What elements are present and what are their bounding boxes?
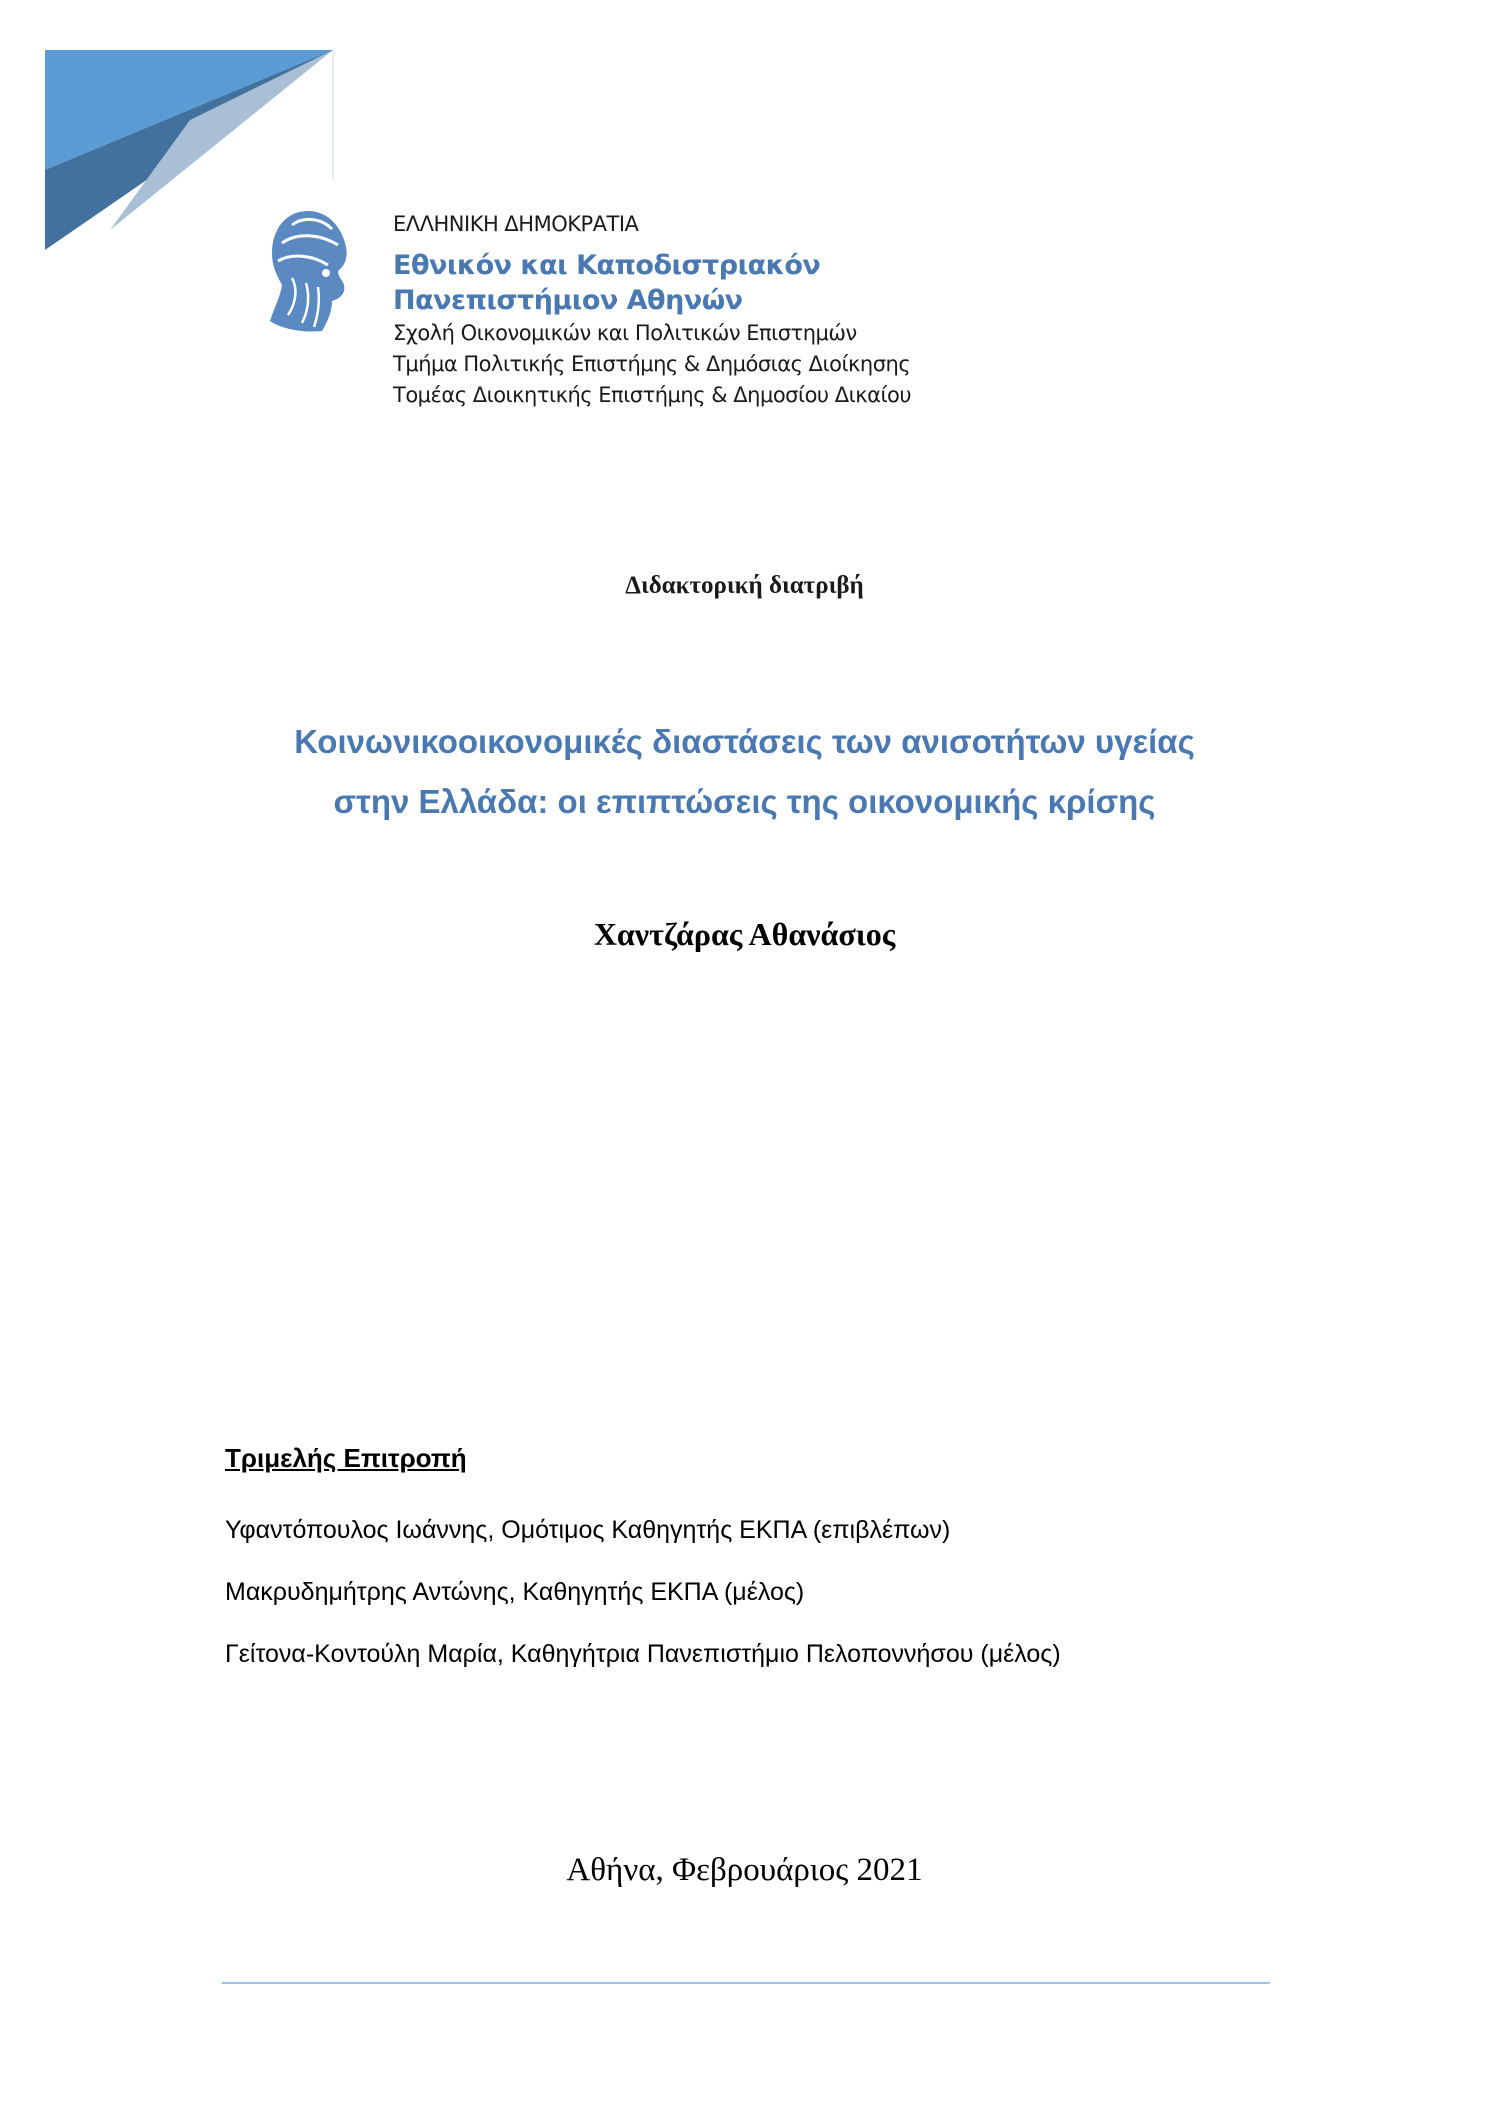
thesis-title-line1: Κοινωνικοοικονομικές διαστάσεις των ανισοτήτων υγείας bbox=[294, 723, 1195, 760]
university-name-line2: Πανεπιστήμιον Αθηνών bbox=[393, 285, 743, 316]
committee-heading: Τριμελής Επιτροπή bbox=[225, 1443, 467, 1473]
place-date: Αθήνα, Φεβρουάριος 2021 bbox=[566, 1852, 923, 1888]
thesis-title bbox=[0, 712, 1489, 832]
thesis-title-line2: στην Ελλάδα: οι επιπτώσεις της οικονομικής κρίσης bbox=[333, 783, 1156, 820]
athena-head-logo-icon bbox=[262, 203, 354, 338]
department-name: Τμήμα Πολιτικής Επιστήμης & Δημόσιας Διοίκησης bbox=[393, 352, 911, 376]
footer-divider bbox=[222, 1982, 1270, 1984]
committee-section bbox=[225, 1443, 1061, 1685]
university-name-line1: Εθνικόν και Καποδιστριακόν bbox=[393, 250, 821, 281]
committee-member: Μακρυδημήτρης Αντώνης, Καθηγητής ΕΚΠΑ (μέλος) bbox=[225, 1578, 805, 1606]
author-name: Χαντζάρας Αθανάσιος bbox=[593, 916, 896, 952]
university-header bbox=[393, 210, 911, 411]
sector-name: Τομέας Διοικητικής Επιστήμης & Δημοσίου Δικαίου bbox=[393, 383, 912, 407]
school-name: Σχολή Οικονομικών και Πολιτικών Επιστημών bbox=[393, 321, 857, 345]
committee-member: Υφαντόπουλος Ιωάννης, Ομότιμος Καθηγητής ΕΚΠΑ (επιβλέπων) bbox=[225, 1516, 951, 1544]
committee-member: Γείτονα-Κοντούλη Μαρία, Καθηγήτρια Πανεπιστήμιο Πελοποννήσου (μέλος) bbox=[225, 1640, 1061, 1668]
republic-label: ΕΛΛΗΝΙΚΗ ΔΗΜΟΚΡΑΤΙΑ bbox=[393, 212, 639, 236]
document-type: Διδακτορική διατριβή bbox=[625, 572, 864, 599]
